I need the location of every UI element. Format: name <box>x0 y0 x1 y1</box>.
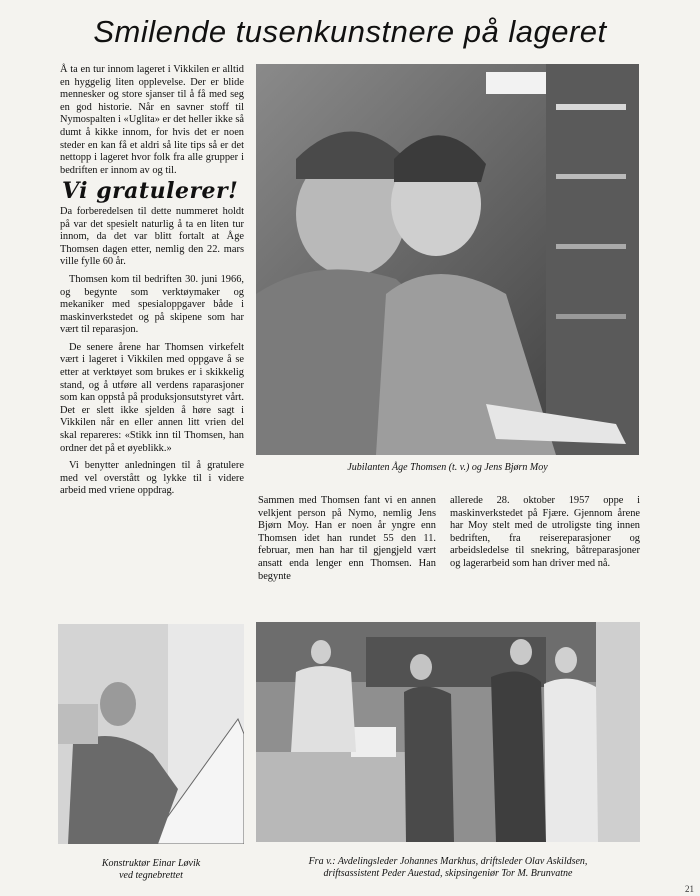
drafting-caption-2: ved tegnebrettet <box>119 870 183 881</box>
main-photo-caption: Jubilanten Åge Thomsen (t. v.) og Jens Bjørn Moy <box>347 462 548 473</box>
intro-paragraph: Å ta en tur innom lageret i Vikkilen er alltid en hyggelig liten opplevelse. Der er blide mennesker og store sjanser til å få med seg en god historie. Når en savner stoff til Nymospalten i «Uglita» er det heller ikke så dumt å kikke innom, for hvis det er noen steder en kan få et aldri så lite tips så er det nettopp i lageret hvor folk fra alle grupper i bedriften er innom av og til. <box>60 64 244 176</box>
body-paragraph-1: Da forberedelsen til dette nummeret holdt på var det spesielt naturlig å ta en liten tur innom, da det var blitt fortalt at Åge Thomsen dagen etter, nemlig den 22. mars ville fylle 60 år. <box>60 205 244 268</box>
drafting-photo <box>58 624 244 844</box>
body-paragraph-3: De senere årene har Thomsen virkefelt vært i lageret i Vikkilen med oppgave å se etter at verktøyet som brukes er i skikkelig stand, og å utføre all verdens raparasjoner som kan oppstå på produksjonsutstyret vårt. Det er slett ikke sjelden å høre sagt i Vikkilen når en eller annen litt vrien del skal repareres: «Stikk inn til Thomsen, han ordner det på et øyeblikk.» <box>60 341 244 454</box>
right-column <box>450 495 640 576</box>
congrats-heading: Vi gratulerer! <box>62 178 239 205</box>
middle-column <box>258 495 436 588</box>
middle-paragraph: Sammen med Thomsen fant vi en annen velkjent person på Nymo, nemlig Jens Bjørn Moy. Han er noen år yngre enn Thomsen idet han rundet 55 den 11. februar, men han har til gjengjeld vært ansatt enda lenger enn Thomsen. Han begynte <box>258 495 436 582</box>
group-caption-2: driftsassistent Peder Auestad, skipsingeniør Tor M. Brunvatne <box>323 868 573 879</box>
main-photo <box>256 64 639 455</box>
group-photo <box>256 622 640 842</box>
body-paragraph-2: Thomsen kom til bedriften 30. juni 1966, og begynte som verktøymaker og mekaniker med spesialoppgaver både i maskinverkstedet og på skipene som har vært til reparasjon. <box>60 273 244 336</box>
drafting-caption-1: Konstruktør Einar Løvik <box>101 858 201 869</box>
right-paragraph: allerede 28. oktober 1957 oppe i maskinverkstedet på Fjære. Gjennom årene har Moy stelt med de utroligste ting innen bedriften, fra reisereparasjoner og arbeidsledelse til snekring, båtreparasjoner og lagerarbeid som han driver med nå. <box>450 495 640 569</box>
page-number: 21 <box>685 884 694 894</box>
group-caption-1: Fra v.: Avdelingsleder Johannes Markhus, driftsleder Olav Askildsen, <box>308 856 588 867</box>
left-column <box>60 64 244 503</box>
page-title: Smilende tusenkunstnere på lageret <box>93 14 607 49</box>
body-paragraph-4: Vi benytter anledningen til å gratulere med vel overstått og lykke til i videre arbeid med vriene oppdrag. <box>60 460 244 497</box>
